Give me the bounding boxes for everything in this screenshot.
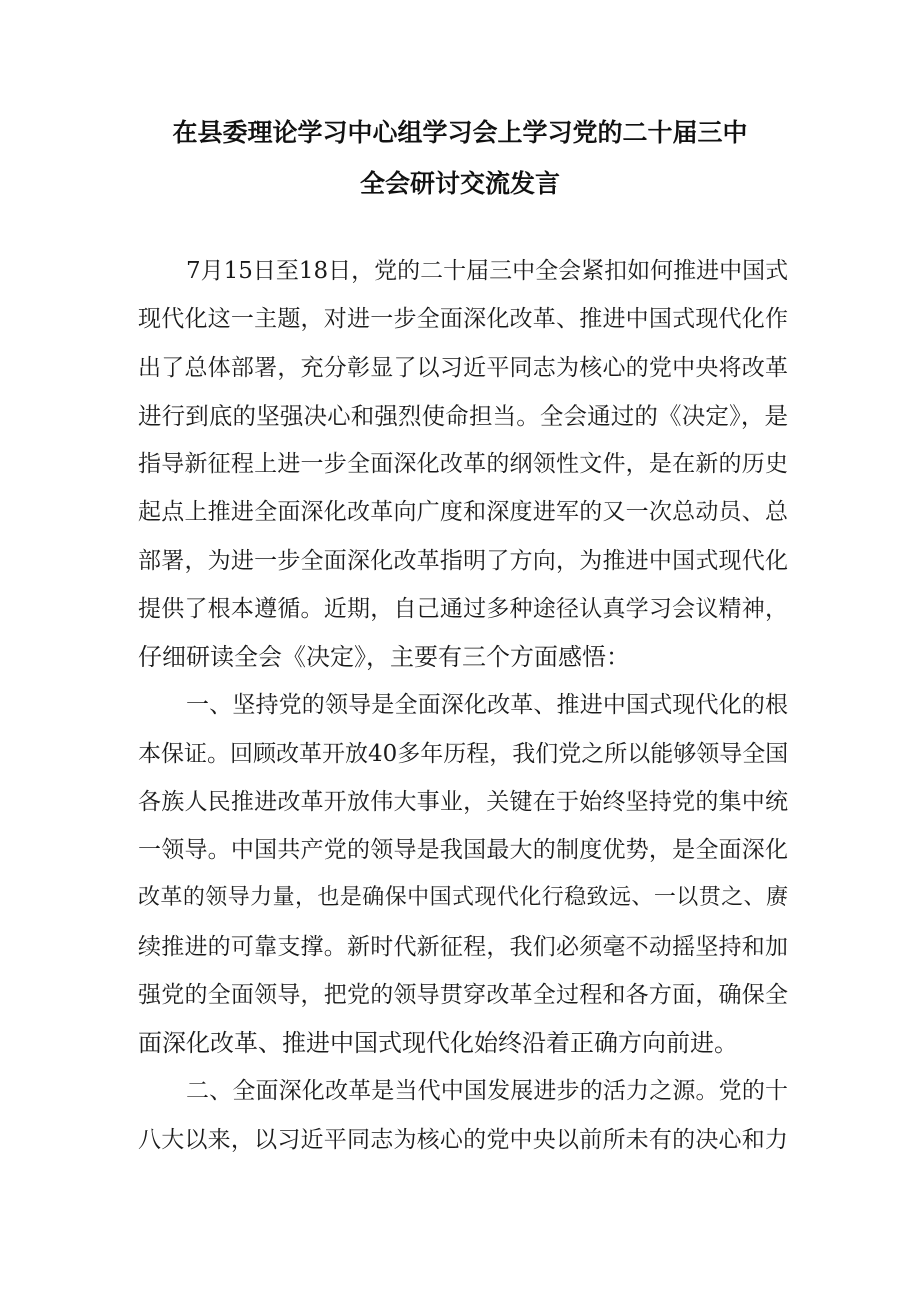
paragraph-2-line: 续推进的可靠支撑。新时代新征程，我们必须毫不动摇坚持和加 [138, 934, 788, 960]
paragraph-1-line: 现代化这一主题，对进一步全面深化改革、推进中国式现代化作 [138, 306, 788, 332]
paragraph-1-line: 部署，为进一步全面深化改革指明了方向，为推进中国式现代化 [138, 548, 788, 574]
document-title-line-2: 全会研讨交流发言 [359, 169, 560, 198]
paragraph-2-line: 强党的全面领导，把党的领导贯穿改革全过程和各方面，确保全 [138, 982, 788, 1008]
paragraph-3-line: 八大以来，以习近平同志为核心的党中央以前所未有的决心和力 [138, 1127, 788, 1153]
paragraph-2-line: 各族人民推进改革开放伟大事业，关键在于始终坚持党的集中统 [138, 789, 788, 815]
paragraph-2-line: 改革的领导力量，也是确保中国式现代化行稳致远、一以贯之、赓 [138, 885, 788, 910]
paragraph-1-line: 7月15日至18日，党的二十届三中全会紧扣如何推进中国式 [186, 258, 789, 284]
paragraph-1-line: 进行到底的坚强决心和强烈使命担当。全会通过的《决定》，是 [138, 402, 788, 430]
paragraph-1-line: 提供了根本遵循。近期，自己通过多种途径认真学习会议精神， [138, 596, 788, 622]
paragraph-1-line: 仔细研读全会《决定》，主要有三个方面感悟： [138, 643, 630, 671]
paragraph-2-line: 一、坚持党的领导是全面深化改革、推进中国式现代化的根 [186, 692, 788, 718]
paragraph-1-line: 指导新征程上进一步全面深化改革的纲领性文件，是在新的历史 [138, 451, 788, 477]
paragraph-1-line: 出了总体部署，充分彰显了以习近平同志为核心的党中央将改革 [138, 355, 788, 381]
paragraph-2-line: 本保证。回顾改革开放40多年历程，我们党之所以能够领导全国 [138, 741, 789, 767]
paragraph-3-line: 二、全面深化改革是当代中国发展进步的活力之源。党的十 [186, 1078, 788, 1104]
paragraph-2-line: 一领导。中国共产党的领导是我国最大的制度优势，是全面深化 [138, 837, 788, 863]
document-title-line-1: 在县委理论学习中心组学习会上学习党的二十届三中 [172, 118, 748, 147]
paragraph-2-line: 面深化改革、推进中国式现代化始终沿着正确方向前进。 [138, 1029, 738, 1057]
paragraph-1-line: 起点上推进全面深化改革向广度和深度进军的又一次总动员、总 [138, 499, 788, 525]
